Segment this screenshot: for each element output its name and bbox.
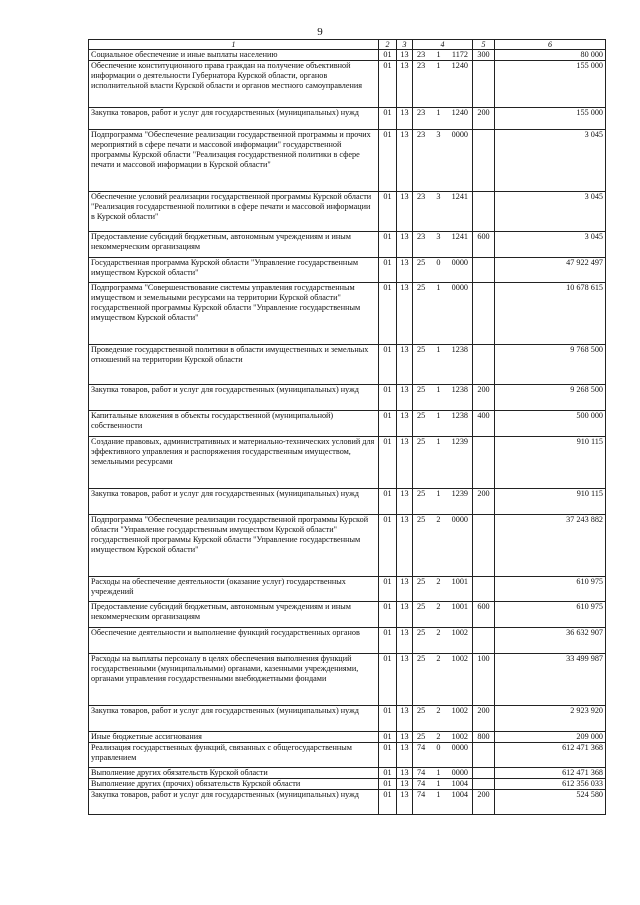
- section-code-cell: 01: [379, 385, 397, 411]
- code-part-subprogram: 1: [436, 779, 441, 788]
- subsection-code-cell: 13: [397, 283, 413, 345]
- target-item-code-cell: [413, 258, 473, 283]
- target-item-code-cell: [413, 61, 473, 108]
- target-item-code-cell: [413, 654, 473, 706]
- code-part-direction: 0000: [451, 768, 468, 777]
- budget-table: [88, 39, 606, 815]
- target-item-code-cell: [413, 743, 473, 768]
- code-part-program: 74: [417, 768, 426, 777]
- amount-cell: 3 045: [495, 130, 606, 192]
- expense-name-cell: Обеспечение деятельности и выполнение функций государственных органов: [89, 628, 379, 654]
- table-row: [89, 602, 606, 628]
- target-item-code-cell: [413, 283, 473, 345]
- expense-name-cell: Капитальные вложения в объекты государственной (муниципальной) собственности: [89, 411, 379, 437]
- target-item-code-cell: [413, 790, 473, 815]
- section-code-cell: 01: [379, 515, 397, 577]
- expense-type-code-cell: 200: [473, 706, 495, 732]
- expense-name-cell: Обеспечение конституционного права граждан на получение объективной информации о деятельности Губернатора Курской области, органов исполнительной власти Курской области и органов местного самоуправления: [89, 61, 379, 108]
- expense-name-cell: Выполнение других обязательств Курской области: [89, 768, 379, 779]
- expense-type-code-cell: [473, 515, 495, 577]
- table-row: [89, 768, 606, 779]
- subsection-code-cell: 13: [397, 108, 413, 130]
- amount-cell: 9 768 500: [495, 345, 606, 385]
- section-code-cell: 01: [379, 577, 397, 602]
- expense-name-cell: Подпрограмма "Обеспечение реализации государственной программы Курской области "Управление государственным имуществом Курской области" государственной программы Курской области "Управление государственным имуществом Курской области": [89, 515, 379, 577]
- expense-name-cell: Закупка товаров, работ и услуг для государственных (муниципальных) нужд: [89, 489, 379, 515]
- subsection-code-cell: 13: [397, 515, 413, 577]
- amount-cell: 524 580: [495, 790, 606, 815]
- page-number: 9: [317, 26, 323, 38]
- code-part-direction: 0000: [451, 130, 468, 139]
- code-part-program: 25: [417, 489, 426, 498]
- amount-cell: 3 045: [495, 232, 606, 258]
- section-code-cell: 01: [379, 489, 397, 515]
- code-part-subprogram: 3: [436, 232, 441, 241]
- section-code-cell: 01: [379, 192, 397, 232]
- target-item-code-cell: [413, 628, 473, 654]
- table-row: [89, 385, 606, 411]
- code-part-direction: 1172: [451, 50, 468, 59]
- code-part-program: 25: [417, 602, 426, 611]
- code-part-direction: 1241: [451, 232, 468, 241]
- expense-name-cell: Проведение государственной политики в области имущественных и земельных отношений на территории Курской области: [89, 345, 379, 385]
- section-code-cell: 01: [379, 411, 397, 437]
- expense-type-code-cell: [473, 192, 495, 232]
- table-row: [89, 628, 606, 654]
- code-part-program: 25: [417, 628, 426, 637]
- code-part-program: 25: [417, 345, 426, 354]
- code-part-program: 25: [417, 654, 426, 663]
- code-part-direction: 1238: [451, 345, 468, 354]
- subsection-code-cell: 13: [397, 258, 413, 283]
- expense-name-cell: Социальное обеспечение и иные выплаты населению: [89, 50, 379, 61]
- code-part-program: 25: [417, 515, 426, 524]
- expense-name-cell: Закупка товаров, работ и услуг для государственных (муниципальных) нужд: [89, 790, 379, 815]
- code-part-subprogram: 1: [436, 50, 441, 59]
- expense-name-cell: Предоставление субсидий бюджетным, автономным учреждениям и иным некоммерческим организациям: [89, 232, 379, 258]
- column-header: 2: [379, 40, 397, 50]
- table-row: [89, 283, 606, 345]
- subsection-code-cell: 13: [397, 654, 413, 706]
- subsection-code-cell: 13: [397, 489, 413, 515]
- code-part-program: 25: [417, 706, 426, 715]
- amount-cell: 612 356 033: [495, 779, 606, 790]
- expense-type-code-cell: 300: [473, 50, 495, 61]
- expense-name-cell: Закупка товаров, работ и услуг для государственных (муниципальных) нужд: [89, 385, 379, 411]
- section-code-cell: 01: [379, 50, 397, 61]
- code-part-direction: 0000: [451, 258, 468, 267]
- section-code-cell: 01: [379, 345, 397, 385]
- table-row: [89, 515, 606, 577]
- code-part-program: 25: [417, 732, 426, 741]
- expense-type-code-cell: 800: [473, 732, 495, 743]
- section-code-cell: 01: [379, 743, 397, 768]
- code-part-subprogram: 1: [436, 489, 441, 498]
- amount-cell: 155 000: [495, 61, 606, 108]
- table-row: [89, 790, 606, 815]
- code-part-program: 23: [417, 192, 426, 201]
- expense-name-cell: Создание правовых, административных и материально-технических условий для эффективного управления и распоряжения государственным имуществом, земельными ресурсами: [89, 437, 379, 489]
- amount-cell: 3 045: [495, 192, 606, 232]
- amount-cell: 610 975: [495, 577, 606, 602]
- code-part-subprogram: 2: [436, 654, 441, 663]
- table-row: [89, 192, 606, 232]
- amount-cell: 910 115: [495, 489, 606, 515]
- code-part-direction: 1238: [451, 385, 468, 394]
- code-part-direction: 1002: [451, 706, 468, 715]
- expense-name-cell: Реализация государственных функций, связанных с общегосударственным управлением: [89, 743, 379, 768]
- target-item-code-cell: [413, 50, 473, 61]
- target-item-code-cell: [413, 602, 473, 628]
- expense-name-cell: Расходы на выплаты персоналу в целях обеспечения выполнения функций государственными (муниципальными) органами, казенными учреждениями, органами управления государственными внебюджетными фондами: [89, 654, 379, 706]
- code-part-program: 23: [417, 50, 426, 59]
- expense-type-code-cell: [473, 437, 495, 489]
- target-item-code-cell: [413, 768, 473, 779]
- code-part-program: 25: [417, 411, 426, 420]
- target-item-code-cell: [413, 489, 473, 515]
- subsection-code-cell: 13: [397, 577, 413, 602]
- table-row: [89, 577, 606, 602]
- section-code-cell: 01: [379, 628, 397, 654]
- subsection-code-cell: 13: [397, 743, 413, 768]
- subsection-code-cell: 13: [397, 232, 413, 258]
- target-item-code-cell: [413, 345, 473, 385]
- amount-cell: 33 499 987: [495, 654, 606, 706]
- code-part-subprogram: 2: [436, 628, 441, 637]
- amount-cell: 500 000: [495, 411, 606, 437]
- section-code-cell: 01: [379, 706, 397, 732]
- amount-cell: 36 632 907: [495, 628, 606, 654]
- subsection-code-cell: 13: [397, 602, 413, 628]
- code-part-direction: 1241: [451, 192, 468, 201]
- amount-cell: 910 115: [495, 437, 606, 489]
- code-part-program: 25: [417, 437, 426, 446]
- code-part-direction: 0000: [451, 283, 468, 292]
- expense-type-code-cell: [473, 61, 495, 108]
- table-row: [89, 411, 606, 437]
- target-item-code-cell: [413, 108, 473, 130]
- section-code-cell: 01: [379, 790, 397, 815]
- expense-name-cell: Расходы на обеспечение деятельности (оказание услуг) государственных учреждений: [89, 577, 379, 602]
- code-part-program: 74: [417, 790, 426, 799]
- code-part-subprogram: 1: [436, 345, 441, 354]
- code-part-program: 23: [417, 232, 426, 241]
- code-part-program: 25: [417, 577, 426, 586]
- amount-cell: 612 471 368: [495, 743, 606, 768]
- code-part-subprogram: 2: [436, 515, 441, 524]
- amount-cell: 2 923 920: [495, 706, 606, 732]
- table-row: [89, 345, 606, 385]
- code-part-subprogram: 3: [436, 130, 441, 139]
- subsection-code-cell: 13: [397, 779, 413, 790]
- code-part-direction: 1001: [451, 602, 468, 611]
- table-row: [89, 706, 606, 732]
- code-part-program: 74: [417, 743, 426, 752]
- section-code-cell: 01: [379, 61, 397, 108]
- table-row: [89, 258, 606, 283]
- table-row: [89, 50, 606, 61]
- section-code-cell: 01: [379, 232, 397, 258]
- table-row: [89, 743, 606, 768]
- amount-cell: 155 000: [495, 108, 606, 130]
- section-code-cell: 01: [379, 602, 397, 628]
- expense-type-code-cell: 200: [473, 108, 495, 130]
- target-item-code-cell: [413, 437, 473, 489]
- amount-cell: 612 471 368: [495, 768, 606, 779]
- expense-type-code-cell: [473, 628, 495, 654]
- section-code-cell: 01: [379, 437, 397, 489]
- target-item-code-cell: [413, 577, 473, 602]
- table-row: [89, 108, 606, 130]
- expense-name-cell: Закупка товаров, работ и услуг для государственных (муниципальных) нужд: [89, 108, 379, 130]
- expense-name-cell: Закупка товаров, работ и услуг для государственных (муниципальных) нужд: [89, 706, 379, 732]
- column-header: 6: [495, 40, 606, 50]
- expense-type-code-cell: [473, 768, 495, 779]
- table-row: [89, 732, 606, 743]
- amount-cell: 37 243 882: [495, 515, 606, 577]
- subsection-code-cell: 13: [397, 345, 413, 385]
- expense-name-cell: Иные бюджетные ассигнования: [89, 732, 379, 743]
- code-part-subprogram: 0: [436, 258, 441, 267]
- code-part-direction: 1002: [451, 628, 468, 637]
- code-part-direction: 1004: [451, 790, 468, 799]
- table-row: [89, 130, 606, 192]
- expense-type-code-cell: [473, 258, 495, 283]
- code-part-subprogram: 0: [436, 743, 441, 752]
- code-part-subprogram: 2: [436, 577, 441, 586]
- code-part-subprogram: 2: [436, 732, 441, 741]
- expense-name-cell: Предоставление субсидий бюджетным, автономным учреждениям и иным некоммерческим организациям: [89, 602, 379, 628]
- target-item-code-cell: [413, 130, 473, 192]
- target-item-code-cell: [413, 232, 473, 258]
- code-part-direction: 0000: [451, 515, 468, 524]
- target-item-code-cell: [413, 385, 473, 411]
- code-part-direction: 1002: [451, 654, 468, 663]
- expense-name-cell: Государственная программа Курской области "Управление государственным имуществом Курской области": [89, 258, 379, 283]
- section-code-cell: 01: [379, 732, 397, 743]
- table-body: [89, 50, 606, 815]
- code-part-subprogram: 1: [436, 61, 441, 70]
- amount-cell: 209 000: [495, 732, 606, 743]
- section-code-cell: 01: [379, 108, 397, 130]
- code-part-subprogram: 2: [436, 706, 441, 715]
- table-row: [89, 779, 606, 790]
- section-code-cell: 01: [379, 654, 397, 706]
- subsection-code-cell: 13: [397, 790, 413, 815]
- code-part-subprogram: 1: [436, 108, 441, 117]
- code-part-direction: 1001: [451, 577, 468, 586]
- expense-type-code-cell: [473, 743, 495, 768]
- column-header: 3: [397, 40, 413, 50]
- code-part-direction: 1002: [451, 732, 468, 741]
- code-part-program: 25: [417, 283, 426, 292]
- code-part-subprogram: 1: [436, 283, 441, 292]
- column-header: 1: [89, 40, 379, 50]
- expense-type-code-cell: [473, 283, 495, 345]
- code-part-direction: 1238: [451, 411, 468, 420]
- code-part-program: 23: [417, 108, 426, 117]
- code-part-direction: 1240: [451, 108, 468, 117]
- subsection-code-cell: 13: [397, 706, 413, 732]
- code-part-direction: 0000: [451, 743, 468, 752]
- expense-name-cell: Подпрограмма "Обеспечение реализации государственной программы и прочих мероприятий в сфере печати и массовой информации" государственной программы Курской области "Реализация государственной политики в сфере печати и массовой информации в Курской области": [89, 130, 379, 192]
- subsection-code-cell: 13: [397, 385, 413, 411]
- code-part-subprogram: 2: [436, 602, 441, 611]
- code-part-subprogram: 1: [436, 385, 441, 394]
- target-item-code-cell: [413, 411, 473, 437]
- code-part-program: 25: [417, 258, 426, 267]
- target-item-code-cell: [413, 515, 473, 577]
- expense-type-code-cell: 200: [473, 790, 495, 815]
- code-part-direction: 1004: [451, 779, 468, 788]
- code-part-subprogram: 1: [436, 768, 441, 777]
- code-part-direction: 1239: [451, 489, 468, 498]
- code-part-subprogram: 1: [436, 790, 441, 799]
- amount-cell: 10 678 615: [495, 283, 606, 345]
- subsection-code-cell: 13: [397, 437, 413, 489]
- expense-type-code-cell: 600: [473, 602, 495, 628]
- target-item-code-cell: [413, 732, 473, 743]
- code-part-direction: 1239: [451, 437, 468, 446]
- subsection-code-cell: 13: [397, 50, 413, 61]
- code-part-program: 25: [417, 385, 426, 394]
- expense-type-code-cell: 400: [473, 411, 495, 437]
- subsection-code-cell: 13: [397, 768, 413, 779]
- code-part-program: 23: [417, 130, 426, 139]
- section-code-cell: 01: [379, 779, 397, 790]
- expense-type-code-cell: [473, 779, 495, 790]
- code-part-subprogram: 3: [436, 192, 441, 201]
- table-row: [89, 654, 606, 706]
- expense-name-cell: Выполнение других (прочих) обязательств Курской области: [89, 779, 379, 790]
- table-row: [89, 232, 606, 258]
- expense-type-code-cell: 600: [473, 232, 495, 258]
- subsection-code-cell: 13: [397, 61, 413, 108]
- table-header-row: [89, 40, 606, 50]
- table-row: [89, 437, 606, 489]
- subsection-code-cell: 13: [397, 411, 413, 437]
- section-code-cell: 01: [379, 283, 397, 345]
- code-part-subprogram: 1: [436, 437, 441, 446]
- subsection-code-cell: 13: [397, 628, 413, 654]
- expense-type-code-cell: 200: [473, 385, 495, 411]
- table-row: [89, 489, 606, 515]
- expense-type-code-cell: [473, 345, 495, 385]
- expense-type-code-cell: [473, 130, 495, 192]
- column-header: 5: [473, 40, 495, 50]
- code-part-program: 74: [417, 779, 426, 788]
- code-part-direction: 1240: [451, 61, 468, 70]
- expense-type-code-cell: [473, 577, 495, 602]
- amount-cell: 80 000: [495, 50, 606, 61]
- expense-type-code-cell: 100: [473, 654, 495, 706]
- section-code-cell: 01: [379, 130, 397, 192]
- target-item-code-cell: [413, 706, 473, 732]
- section-code-cell: 01: [379, 768, 397, 779]
- amount-cell: 610 975: [495, 602, 606, 628]
- amount-cell: 47 922 497: [495, 258, 606, 283]
- column-header: 4: [413, 40, 473, 50]
- target-item-code-cell: [413, 779, 473, 790]
- table-row: [89, 61, 606, 108]
- subsection-code-cell: 13: [397, 192, 413, 232]
- expense-name-cell: Обеспечение условий реализации государственной программы Курской области "Реализация государственной политики в сфере печати и массовой информации в Курской области": [89, 192, 379, 232]
- expense-type-code-cell: 200: [473, 489, 495, 515]
- target-item-code-cell: [413, 192, 473, 232]
- code-part-program: 23: [417, 61, 426, 70]
- code-part-subprogram: 1: [436, 411, 441, 420]
- section-code-cell: 01: [379, 258, 397, 283]
- expense-name-cell: Подпрограмма "Совершенствование системы управления государственным имуществом и земельными ресурсами на территории Курской области" государственной программы Курской области "Управление государственным имуществом Курской области": [89, 283, 379, 345]
- amount-cell: 9 268 500: [495, 385, 606, 411]
- subsection-code-cell: 13: [397, 732, 413, 743]
- subsection-code-cell: 13: [397, 130, 413, 192]
